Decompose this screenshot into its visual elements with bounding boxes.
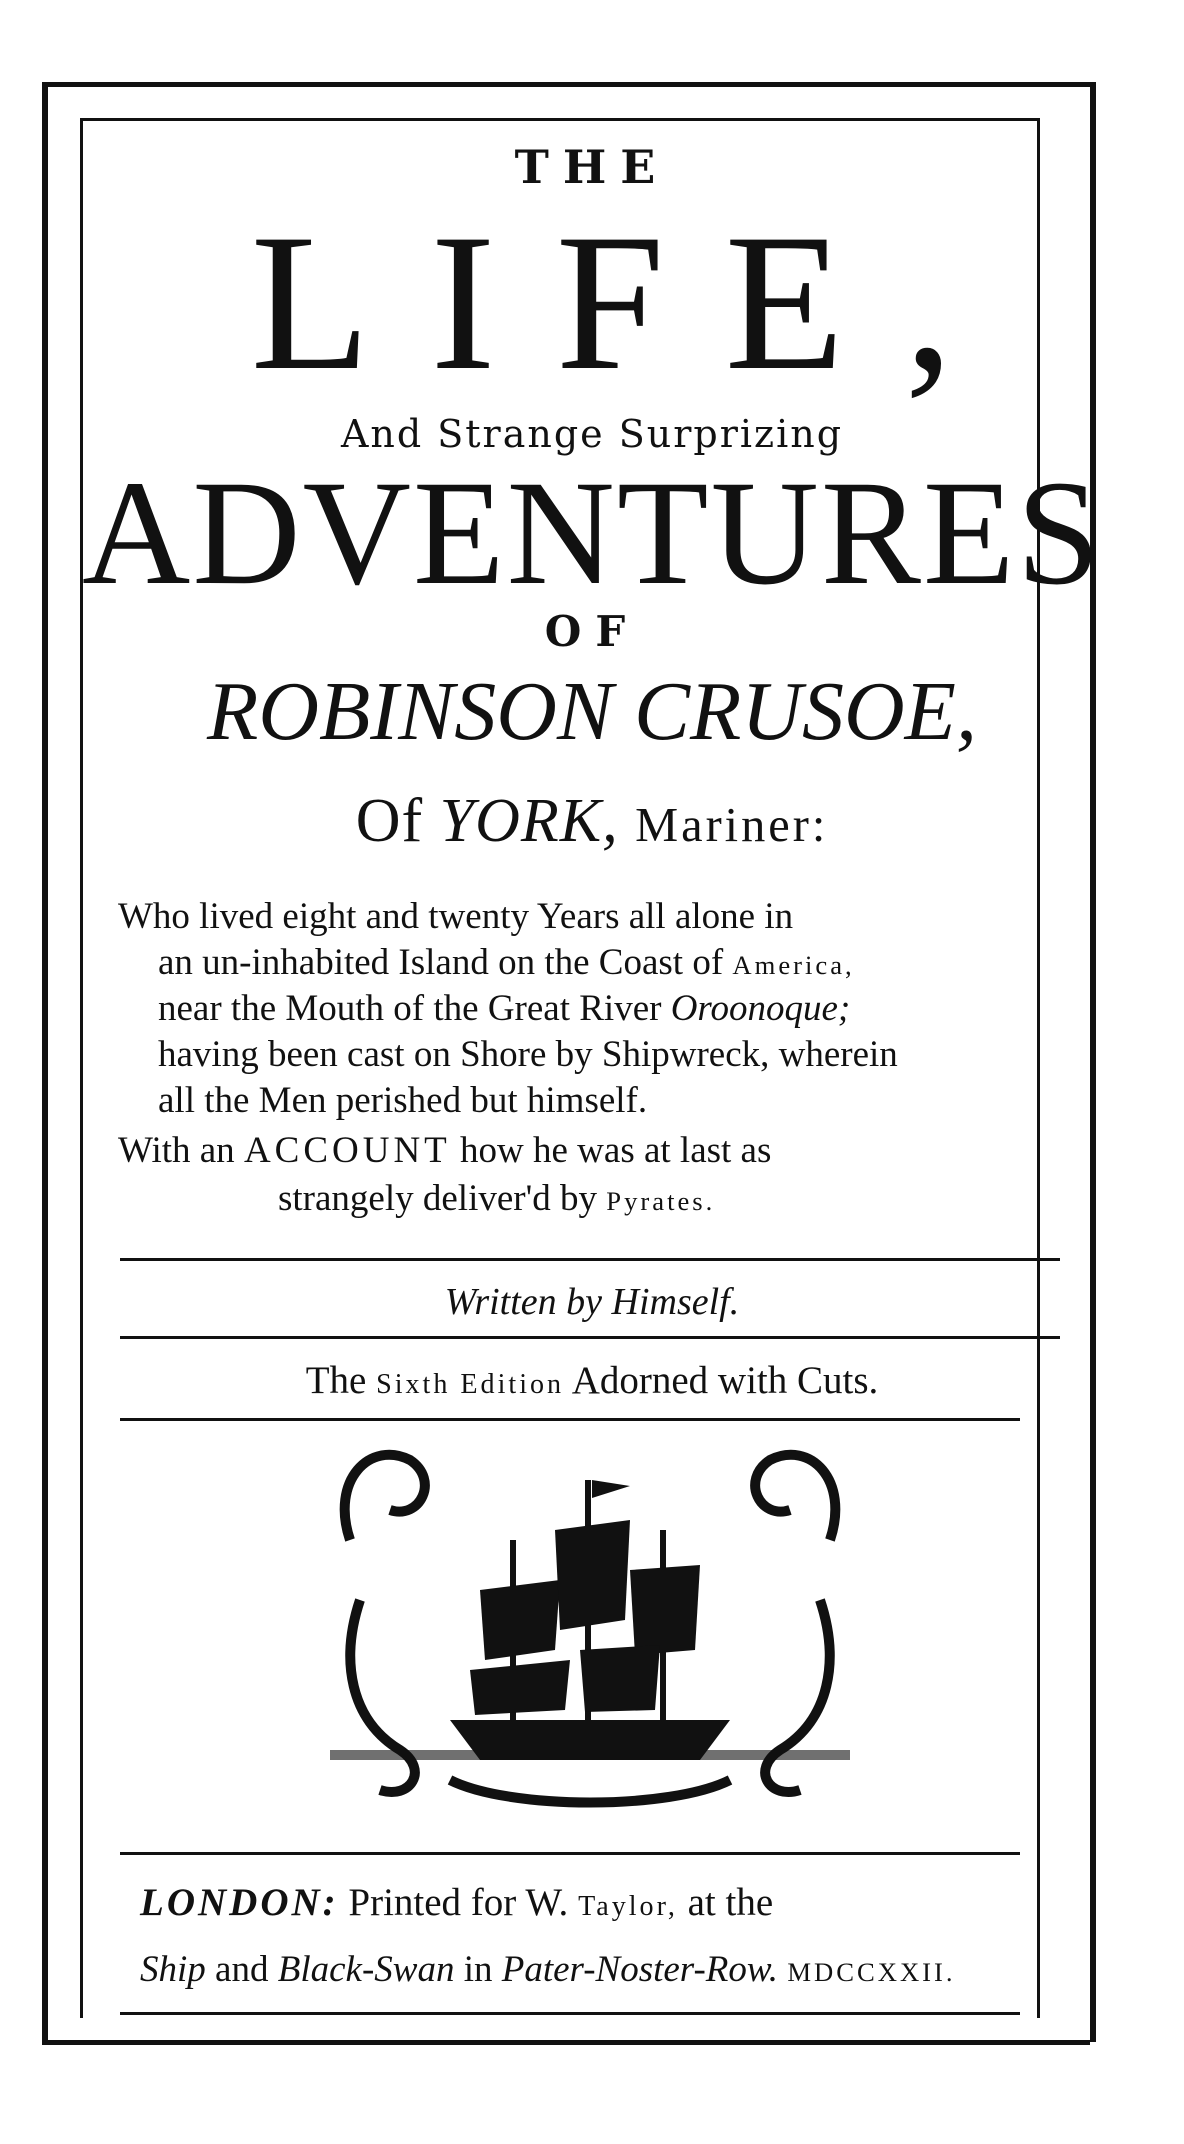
edition-the: The: [305, 1359, 367, 1402]
imprint-printed-for: Printed for W.: [348, 1881, 569, 1924]
title-adventures: ADVENTURES: [82, 450, 1102, 616]
edition-rest: Adorned with Cuts.: [571, 1359, 879, 1402]
oroonoque: Oroonoque;: [670, 988, 851, 1029]
account-post: how he was at last as: [460, 1130, 772, 1171]
desc-line-5: all the Men perished but himself.: [158, 1080, 648, 1121]
imprint-in: in: [463, 1949, 493, 1990]
imprint-line-2: [140, 1948, 956, 1991]
pyrates: Pyrates.: [606, 1186, 716, 1216]
mariner: Mariner:: [635, 799, 829, 852]
imprint-line-1: [140, 1880, 773, 1925]
left-inner-rule: [80, 118, 83, 2018]
imprint-and: and: [215, 1949, 269, 1990]
edition-sixth: Sixth Edition: [376, 1369, 565, 1400]
rule-above-written: [120, 1258, 1060, 1261]
desc-line-1: Who lived eight and twenty Years all alone in: [118, 896, 794, 937]
bottom-outer-rule: [42, 2040, 1090, 2045]
imprint-ship: Ship: [140, 1949, 206, 1990]
imprint-year: MDCCXXII.: [787, 1957, 956, 1987]
desc-line-2-text: an un-inhabited Island on the Coast of: [158, 942, 724, 983]
desc-line-3-text: near the Mouth of the Great River: [158, 988, 662, 1029]
deliver-text: strangely deliver'd by: [278, 1178, 598, 1219]
imprint-london: LONDON:: [140, 1881, 339, 1924]
account: ACCOUNT: [243, 1130, 451, 1171]
edition-line: [0, 1358, 1184, 1403]
title-robinson-crusoe: ROBINSON CRUSOE,: [207, 665, 977, 758]
imprint-at-the: at the: [687, 1881, 774, 1924]
bottom-inner-rule: [120, 2012, 1020, 2015]
right-inner-rule: [1037, 118, 1040, 2018]
account-line: [118, 1132, 771, 1169]
account-pre: With an: [118, 1130, 235, 1171]
deliver-line: [278, 1180, 715, 1217]
desc-line-4: having been cast on Shore by Shipwreck, wherein: [158, 1034, 898, 1075]
imprint-pater-noster-row: Pater-Noster-Row.: [501, 1949, 779, 1990]
top-outer-rule: [42, 82, 1090, 87]
rule-above-imprint: [120, 1852, 1020, 1855]
america: America,: [732, 950, 855, 980]
imprint-taylor: Taylor,: [578, 1891, 678, 1922]
title-york-mariner: [0, 787, 1184, 855]
title-of: OF: [544, 607, 640, 656]
desc-line-2: [158, 944, 855, 981]
desc-line-3: [158, 990, 850, 1027]
imprint-black-swan: Black-Swan: [277, 1949, 455, 1990]
title-the: THE: [514, 140, 670, 194]
rule-above-edition: [120, 1336, 1060, 1339]
written-by-himself: Written by Himself.: [444, 1281, 740, 1323]
york-of: Of: [355, 787, 424, 855]
york: YORK,: [439, 787, 619, 855]
subtitle-strange: And Strange Surprizing: [340, 412, 844, 456]
ship-ornament-icon: [330, 1420, 850, 1820]
title-life: LIFE,: [250, 194, 1014, 411]
top-inner-rule: [80, 118, 1040, 121]
